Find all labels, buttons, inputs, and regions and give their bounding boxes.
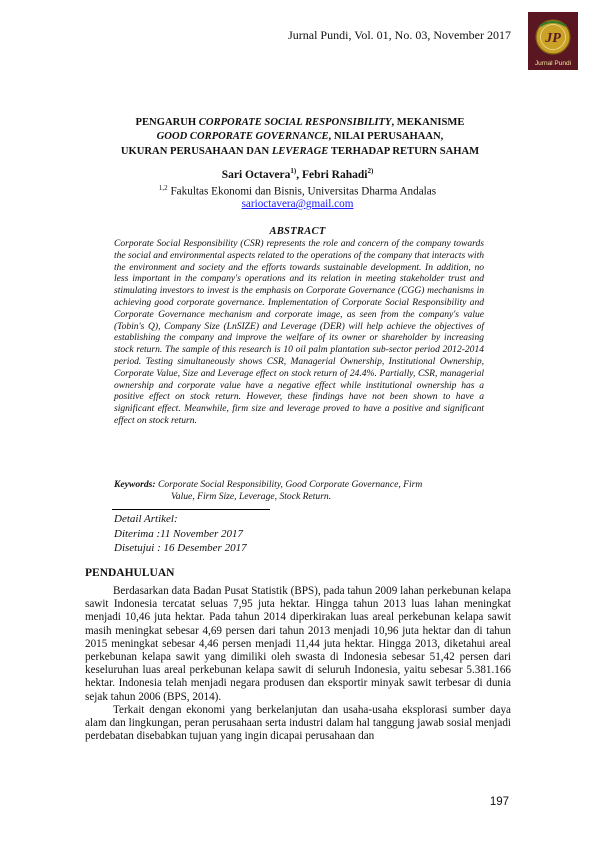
logo-caption: Jurnal Pundi: [534, 60, 572, 67]
body-text: [85, 585, 511, 743]
title-segment: , MEKANISME: [391, 117, 465, 128]
paragraph-2: Terkait dengan ekonomi yang berkelanjutan dan usaha-usaha eksplorasi sumber daya alam dan lingkungan, peran perusahaan serta industri dalam hal tanggung jawab sosial menjadi perdebatan disebabkan tujuan yang ingin dicapai perusahaan dan: [85, 703, 511, 743]
detail-accepted: Disetujui : 16 Desember 2017: [114, 542, 247, 555]
detail-heading: Detail Artikel:: [114, 513, 178, 525]
abstract-heading: ABSTRACT: [269, 226, 326, 237]
journal-header: Jurnal Pundi, Vol. 01, No. 03, November 2017: [288, 28, 511, 42]
keywords-line-2: Value, Firm Size, Leverage, Stock Return.: [171, 491, 332, 503]
author-email-link[interactable]: sarioctavera@gmail.com: [241, 198, 354, 210]
paragraph-1: Berdasarkan data Badan Pusat Statistik (BPS), pada tahun 2009 lahan perkebunan kelapa sawit Indonesia tercatat seluas 7,95 juta hektar. Hingga tahun 2013 luas lahan meningkat menjadi 10,46 juta hektar. Pada tahun 2014 diperkirakan luas areal perkebunan kelapa sawit masih meningkat sebesar 4,69 persen dari tahun 2013 menjadi 10,96 juta hektar dan di tahun 2015 meningkat sebesar 4,46 persen menjadi 11,44 juta hektar. Hingga 2013, diketahui areal perkebunan kelapa sawit yang dimiliki oleh swasta di Indonesia sebesar 51,42 persen dari keseluruhan luas areal perkebunan kelapa sawit di seluruh Indonesia, yaitu sebesar 5.381.166 hektar. Indonesia telah menjadi negara produsen dan eksportir minyak sawit terbesar di dunia sejak tahun 2006 (BPS, 2014).: [85, 585, 511, 703]
affiliation-text: Fakultas Ekonomi dan Bisnis, Universitas Dharma Andalas: [170, 185, 437, 198]
keywords: [114, 479, 484, 503]
author-2: Febri Rahadi: [301, 168, 368, 181]
title-line: [90, 130, 510, 144]
affiliation: [0, 184, 595, 198]
title-line: [90, 145, 510, 159]
title-segment: CORPORATE SOCIAL RESPONSIBILITY: [198, 117, 392, 128]
title-segment: UKURAN PERUSAHAAN DAN: [120, 145, 272, 157]
title-segment: GOOD CORPORATE GOVERNANCE: [156, 131, 329, 143]
author-1: Sari Octavera: [221, 168, 291, 181]
abstract-body: [114, 238, 484, 427]
journal-logo: [528, 12, 578, 70]
author-line: [0, 167, 595, 181]
title-segment: , NILAI PERUSAHAAN,: [328, 131, 444, 143]
logo-letters: JP: [545, 31, 561, 46]
abstract-text: Corporate Social Responsibility (CSR) represents the role and concern of the company towards the social and environmental aspects related to the operations of the company that interacts with the environment and society and the efforts towards sustainable development. In addition, no less important in the company's operations and its relation in meeting stakeholder trust and stimulating investors to invest is the emphasis on Corporate Governance (CGG) mechanisms in achieving good corporate governance. Implementation of Corporate Social Responsibility and Corporate Governance mechanism and corporate image, as seen from the company's value (Tobin's Q), Company Size (LnSIZE) and Leverage (DER) will help achieve the objectives of establishing the company and improve the welfare of its owner or shareholder by increasing stock return. The sample of this research is 10 oil palm plantation sub-sector period 2012-2014 period. Testing simultaneously shows CSR, Managerial Ownership, Institutional Ownership, Corporate Value, Size and Leverage effect on stock return of 24.4%. Partially, CSR, managerial ownership and corporate value have a negative effect while institutional ownership has a positive effect on stock return. However, these findings have not been shown to have a significant effect. Meanwhile, firm size and leverage proved to have a positive and significant effect on stock return.: [114, 238, 484, 426]
keywords-line-1: Corporate Social Responsibility, Good Corporate Governance, Firm: [155, 479, 423, 490]
detail-received: Diterima :11 November 2017: [114, 527, 244, 540]
author-2-sup: 2): [367, 167, 374, 175]
title-segment: LEVERAGE: [271, 145, 329, 157]
title-segment: TERHADAP RETURN SAHAM: [328, 145, 480, 157]
author-1-sup: 1): [290, 167, 297, 175]
article-detail: [114, 512, 247, 556]
detail-divider: [112, 509, 270, 510]
paper-title: [90, 116, 510, 159]
keywords-label: Keywords:: [114, 479, 156, 490]
affiliation-sup: 1,2: [158, 184, 168, 192]
page-number: 197: [489, 796, 509, 808]
title-segment: PENGARUH: [135, 117, 199, 128]
author-separator: ,: [296, 168, 302, 181]
title-line: [90, 116, 510, 130]
section-heading: PENDAHULUAN: [85, 567, 175, 579]
